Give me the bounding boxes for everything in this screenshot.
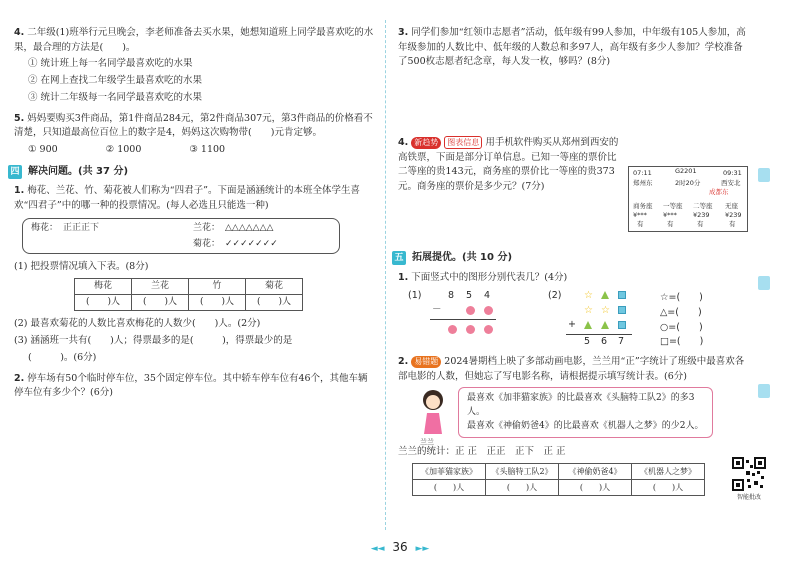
page-number: 36: [392, 540, 408, 554]
question-text: 妈妈要购买3件商品，第1件商品284元，第2件商品307元，第3件商品的价格看不清楚，只知道最高位百位上的数字是4，妈妈这次购物带( )元肯定够。: [14, 112, 373, 139]
question-number: 2.: [14, 372, 25, 384]
qr-label: 智能批改: [736, 494, 761, 502]
problem-2: [14, 372, 374, 401]
circle-shape: [466, 306, 475, 315]
girl-name: 兰兰: [420, 437, 434, 446]
question-text: 下面竖式中的图形分别代表几？(4分): [411, 271, 568, 283]
train-number: G2201: [675, 167, 697, 175]
problem-3: [398, 26, 750, 130]
answer-blank[interactable]: □=( ): [660, 336, 704, 348]
question-number: 1.: [398, 271, 409, 283]
qr-code-icon[interactable]: [732, 457, 766, 491]
section-title: 拓展提优。(共 10 分): [412, 252, 513, 263]
orchid-label: 兰花：: [193, 222, 221, 233]
question-4: [14, 26, 374, 106]
answer-cell[interactable]: ( )人: [486, 480, 559, 496]
problem-4: [398, 136, 750, 244]
question-number: 1.: [14, 185, 25, 197]
question-text: 梅花、兰花、竹、菊花被人们称为“四君子”。下面是涵涵统计的本班全体学生喜欢“四君子”中的哪一种的投票情况。(每人必选且只能选一种): [14, 185, 360, 211]
to-station: 西安北: [721, 179, 741, 187]
option-1[interactable]: ① 统计班上每一名同学最喜欢吃的水果: [28, 58, 193, 70]
seat-price: ¥***: [663, 211, 677, 219]
prev-arrow-icon: ◄◄: [370, 544, 385, 554]
question-number: 4.: [14, 27, 25, 38]
calc-digit: 8: [448, 290, 455, 302]
calc-line: [430, 319, 496, 320]
question-5: [14, 112, 374, 158]
triangle-icon: [601, 321, 609, 329]
answer-cell[interactable]: ( )人: [413, 480, 486, 496]
seat-class: 二等座: [693, 202, 713, 210]
extension-1: [398, 271, 750, 350]
side-tab: [758, 276, 770, 290]
question-text: 二年级(1)班举行元旦晚会，李老师准备去买水果，她想知道班上同学最喜欢吃的水果，最合理的方法是( )。: [14, 27, 374, 53]
calc-digit: 7: [618, 336, 625, 348]
triangle-icon: [601, 291, 609, 299]
calc-digit: 5: [466, 290, 473, 302]
circle-shape: [448, 325, 457, 334]
star-icon: ☆: [584, 290, 593, 302]
next-arrow-icon: ►►: [415, 544, 430, 554]
section-title: 解决问题。(共 37 分): [28, 165, 129, 177]
answer-cell[interactable]: ( )人: [559, 480, 632, 496]
question-text: 用手机软件购买从郑州到西安的高铁票，下面是部分订单信息。已知一等座的票价比二等座的贵143元，商务座的票价比一等座的贵373元。商务座的票价是多少元？(7分): [398, 137, 619, 193]
answer-cell[interactable]: ( )人: [632, 480, 705, 496]
movie-table: [412, 463, 705, 496]
seat-class: 商务座: [633, 202, 653, 210]
answer-cell[interactable]: ( )人: [75, 295, 132, 311]
calc-digit: 4: [484, 290, 491, 302]
seat-price: ¥239: [725, 211, 742, 219]
orchid-marks: △△△△△△△: [225, 222, 274, 233]
chrys-label: 菊花：: [193, 238, 221, 249]
tally-record: 兰兰的统计：正 正 正正 正下 正 正: [398, 445, 566, 457]
plum-label: 梅花：: [31, 222, 59, 233]
calc-digit: 5: [584, 336, 591, 348]
square-icon: [618, 321, 626, 329]
square-icon: [618, 306, 626, 314]
arrive-time: 09:31: [723, 169, 742, 177]
seat-availability: 有: [667, 220, 674, 228]
train-ticket-info: [628, 166, 748, 232]
side-tab: [758, 384, 770, 398]
table-header: 《机器人之梦》: [632, 464, 705, 480]
seat-price: ¥***: [633, 211, 647, 219]
seat-availability: 有: [637, 220, 644, 228]
minus-sign: －: [432, 304, 442, 316]
triangle-icon: [584, 321, 592, 329]
hint-line-2: 最喜欢《神偷奶爸4》的比最喜欢《机器人之梦》的少2人。: [467, 421, 704, 432]
plus-sign: +: [568, 319, 576, 331]
chart-info-badge: 图表信息: [444, 136, 482, 149]
girl-illustration: [416, 387, 450, 435]
vertical-calculations: [408, 289, 750, 349]
option-3[interactable]: ③ 统计二年级每一名同学最喜欢吃的水果: [28, 91, 203, 103]
table-header: 兰花: [132, 279, 189, 295]
extension-2: [398, 355, 761, 502]
sub-question-1: (1) 把投票情况填入下表。(8分): [14, 260, 149, 272]
question-number: 5.: [14, 112, 25, 124]
movie-table-wrap: [398, 463, 761, 502]
sub-question-2: (2) 最喜欢菊花的人数比喜欢梅花的人数少( )人。(2分): [14, 318, 261, 330]
option-1[interactable]: ① 900: [28, 144, 58, 156]
question-number: 4.: [398, 137, 409, 148]
section-badge: 五: [392, 251, 406, 265]
depart-time: 07:11: [633, 169, 652, 177]
sub-question-3: (3) 涵涵班一共有( )人；得票最多的是( )，得票最少的是: [14, 335, 293, 347]
table-header: 菊花: [246, 279, 303, 295]
side-tab: [758, 168, 770, 182]
column-divider: [385, 20, 386, 530]
hint-area: [398, 387, 750, 446]
question-number: 2.: [398, 356, 409, 368]
option-3[interactable]: ③ 1100: [189, 144, 226, 156]
star-icon: ☆: [584, 305, 593, 317]
calc-label: (1): [408, 290, 422, 302]
vote-record-box: [22, 218, 340, 254]
problem-1: [14, 184, 374, 365]
calc-digit: 6: [601, 336, 608, 348]
speech-bubble: [458, 387, 713, 438]
table-header: 《加菲猫家族》: [413, 464, 486, 480]
question-text: 2024暑期档上映了多部动画电影，兰兰用“正”字统计了班级中最喜欢各部电影的人数，但她忘了写电影名称，请根据提示填写统计表。(6分): [398, 356, 745, 382]
question-number: 3.: [398, 27, 409, 38]
seat-class: 一等座: [663, 202, 683, 210]
star-icon: ☆: [601, 305, 610, 317]
vote-table: [74, 278, 303, 311]
new-trend-badge: 新趋势: [411, 137, 441, 149]
square-icon: [618, 291, 626, 299]
section-header-5: [392, 250, 750, 266]
seat-class: 无座: [725, 202, 738, 210]
circle-shape: [484, 325, 493, 334]
calc-label: (2): [548, 290, 562, 302]
question-text: 同学们参加“红领巾志愿者”活动，低年级有99人参加，中年级有105人参加，高年级参加的人数比中、低年级的人数总和多97人，高年级有多少人参加？学校准备了500枚志愿者纪念章，每人发一枚，够吗？(8分): [398, 27, 746, 68]
answer-cell[interactable]: ( )人: [189, 295, 246, 311]
circle-shape: [484, 306, 493, 315]
table-header: 《神偷奶爸4》: [559, 464, 632, 480]
chrys-marks: ✓✓✓✓✓✓✓: [225, 238, 278, 249]
section-header-4: [8, 164, 374, 180]
answer-cell[interactable]: ( )人: [132, 295, 189, 311]
circle-shape: [466, 325, 475, 334]
question-text: 停车场有50个临时停车位，35个固定停车位。其中轿车停车位有46个，其他车辆停车位有多少个？(6分): [14, 372, 368, 399]
table-header: 竹: [189, 279, 246, 295]
page-footer: [0, 538, 800, 557]
seat-price: ¥239: [693, 211, 710, 219]
from-station: 郑州东: [633, 179, 653, 187]
table-header: 《头脑特工队2》: [486, 464, 559, 480]
option-2[interactable]: ② 在网上查找二年级学生最喜欢吃的水果: [28, 75, 203, 87]
option-2[interactable]: ② 1000: [105, 144, 142, 156]
sub-question-3-cont: ( )。(6分): [28, 351, 97, 363]
section-badge: 四: [8, 165, 22, 179]
error-prone-badge: 易错题: [411, 356, 441, 368]
answer-blank[interactable]: △=( ): [660, 307, 702, 319]
seat-availability: 有: [729, 220, 736, 228]
answer-blank[interactable]: ○=( ): [660, 322, 703, 334]
left-column: [10, 0, 374, 407]
answer-cell[interactable]: ( )人: [246, 295, 303, 311]
table-header: 梅花: [75, 279, 132, 295]
duration: 2时20分: [675, 179, 701, 187]
seat-availability: 有: [697, 220, 704, 228]
hint-line-1: 最喜欢《加菲猫家族》的比最喜欢《头脑特工队2》的多3人。: [467, 392, 695, 418]
plum-marks: 正正正下: [63, 222, 100, 233]
right-column: [394, 0, 761, 502]
answer-blank[interactable]: ☆=( ): [660, 292, 703, 304]
destination-tag: 成都东: [709, 188, 729, 196]
